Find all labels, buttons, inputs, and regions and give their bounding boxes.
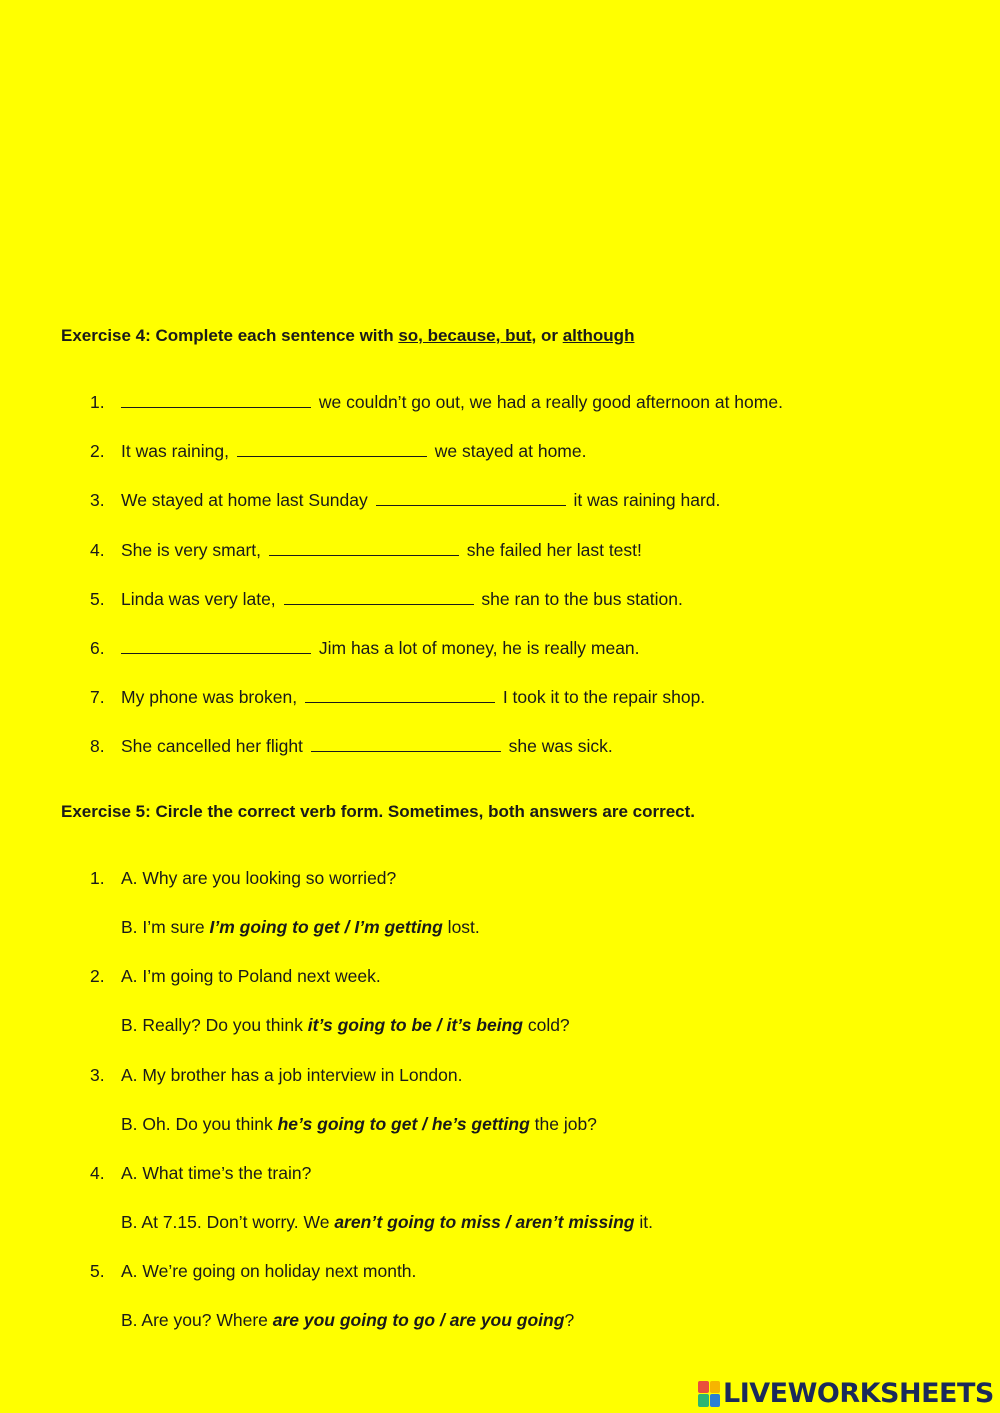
- speaker-a-line: A. I’m going to Poland next week.: [121, 966, 381, 986]
- speaker-a-line: A. My brother has a job interview in London.: [121, 1065, 463, 1085]
- exercise-5-answer: [121, 1212, 653, 1233]
- item-number: 8.: [90, 736, 105, 756]
- sentence-end: we stayed at home.: [434, 441, 587, 461]
- item-number: 2.: [90, 441, 105, 461]
- item-number: 1.: [90, 392, 105, 412]
- speaker-b-end: cold?: [522, 1015, 570, 1035]
- verb-choice[interactable]: are you going to go / are you going: [272, 1310, 565, 1330]
- sentence-start: It was raining,: [121, 441, 229, 461]
- exercise-5-question: [90, 1163, 311, 1184]
- exercise-5-question: [90, 966, 381, 987]
- sentence-start: My phone was broken,: [121, 687, 298, 707]
- speaker-b-start: B. Oh. Do you think: [121, 1114, 278, 1134]
- exercise-4-title: Exercise 4: Complete each sentence with so, because, but, or although: [61, 326, 635, 345]
- sentence-end: it was raining hard.: [573, 490, 721, 510]
- exercise-5-question: [90, 868, 396, 889]
- exercise-5-answer: [121, 1310, 574, 1331]
- sentence-end: I took it to the repair shop.: [502, 687, 706, 707]
- exercise-4-item: [90, 540, 642, 561]
- conjunction-although: although: [562, 326, 635, 345]
- answer-blank[interactable]: [269, 554, 459, 556]
- answer-blank[interactable]: [121, 406, 311, 408]
- verb-choice[interactable]: it’s going to be / it’s being: [307, 1015, 523, 1035]
- logo-square-4: [710, 1394, 721, 1407]
- speaker-b-end: the job?: [529, 1114, 597, 1134]
- speaker-b-end: ?: [564, 1310, 575, 1330]
- verb-choice[interactable]: I’m going to get / I’m getting: [209, 917, 443, 937]
- sentence-start: Linda was very late,: [121, 589, 276, 609]
- logo-square-1: [698, 1381, 709, 1394]
- sentence-end: she failed her last test!: [466, 540, 642, 560]
- item-number: 5.: [90, 589, 105, 609]
- sentence-start: We stayed at home last Sunday: [121, 490, 368, 510]
- speaker-b-start: B. At 7.15. Don’t worry. We: [121, 1212, 335, 1232]
- exercise-4-item: [90, 638, 640, 659]
- exercise-4-item: [90, 392, 783, 413]
- answer-blank[interactable]: [121, 652, 311, 654]
- answer-blank[interactable]: [376, 504, 566, 506]
- exercise-5-answer: [121, 1015, 570, 1036]
- sentence-start: She is very smart,: [121, 540, 262, 560]
- speaker-b-start: B. Are you? Where: [121, 1310, 273, 1330]
- sentence-end: she ran to the bus station.: [481, 589, 683, 609]
- logo-square-3: [698, 1394, 709, 1407]
- conjunctions-list: so, because, but: [398, 326, 532, 345]
- item-number: 5.: [90, 1261, 105, 1281]
- sentence-end: we couldn’t go out, we had a really good afternoon at home.: [318, 392, 783, 412]
- exercise-4-item: [90, 441, 586, 462]
- exercise-4-item: [90, 736, 613, 757]
- exercise-5-answer: [121, 917, 480, 938]
- liveworksheets-logo: [698, 1378, 994, 1409]
- answer-blank[interactable]: [305, 701, 495, 703]
- sentence-start: She cancelled her flight: [121, 736, 303, 756]
- item-number: 4.: [90, 540, 105, 560]
- exercise-4-item: [90, 589, 683, 610]
- speaker-b-start: B. Really? Do you think: [121, 1015, 308, 1035]
- answer-blank[interactable]: [237, 455, 427, 457]
- speaker-b-start: B. I’m sure: [121, 917, 210, 937]
- verb-choice[interactable]: aren’t going to miss / aren’t missing: [334, 1212, 635, 1232]
- exercise-5-question: [90, 1065, 462, 1086]
- speaker-a-line: A. What time’s the train?: [121, 1163, 312, 1183]
- item-number: 4.: [90, 1163, 105, 1183]
- logo-text: LIVEWORKSHEETS: [723, 1378, 994, 1409]
- sentence-end: Jim has a lot of money, he is really mean.: [318, 638, 640, 658]
- exercise-4-item: [90, 687, 705, 708]
- item-number: 7.: [90, 687, 105, 707]
- exercise-5-title: Exercise 5: Circle the correct verb form. Sometimes, both answers are correct.: [61, 802, 695, 821]
- logo-icon: [698, 1381, 720, 1407]
- speaker-b-end: lost.: [442, 917, 480, 937]
- speaker-a-line: A. Why are you looking so worried?: [121, 868, 397, 888]
- answer-blank[interactable]: [284, 603, 474, 605]
- speaker-a-line: A. We’re going on holiday next month.: [121, 1261, 417, 1281]
- item-number: 2.: [90, 966, 105, 986]
- speaker-b-end: it.: [634, 1212, 653, 1232]
- item-number: 1.: [90, 868, 105, 888]
- item-number: 3.: [90, 490, 105, 510]
- verb-choice[interactable]: he’s going to get / he’s getting: [277, 1114, 530, 1134]
- item-number: 3.: [90, 1065, 105, 1085]
- exercise-5-answer: [121, 1114, 597, 1135]
- logo-square-2: [710, 1381, 721, 1394]
- answer-blank[interactable]: [311, 750, 501, 752]
- item-number: 6.: [90, 638, 105, 658]
- exercise-5-question: [90, 1261, 416, 1282]
- sentence-end: she was sick.: [508, 736, 613, 756]
- exercise-4-item: [90, 490, 720, 511]
